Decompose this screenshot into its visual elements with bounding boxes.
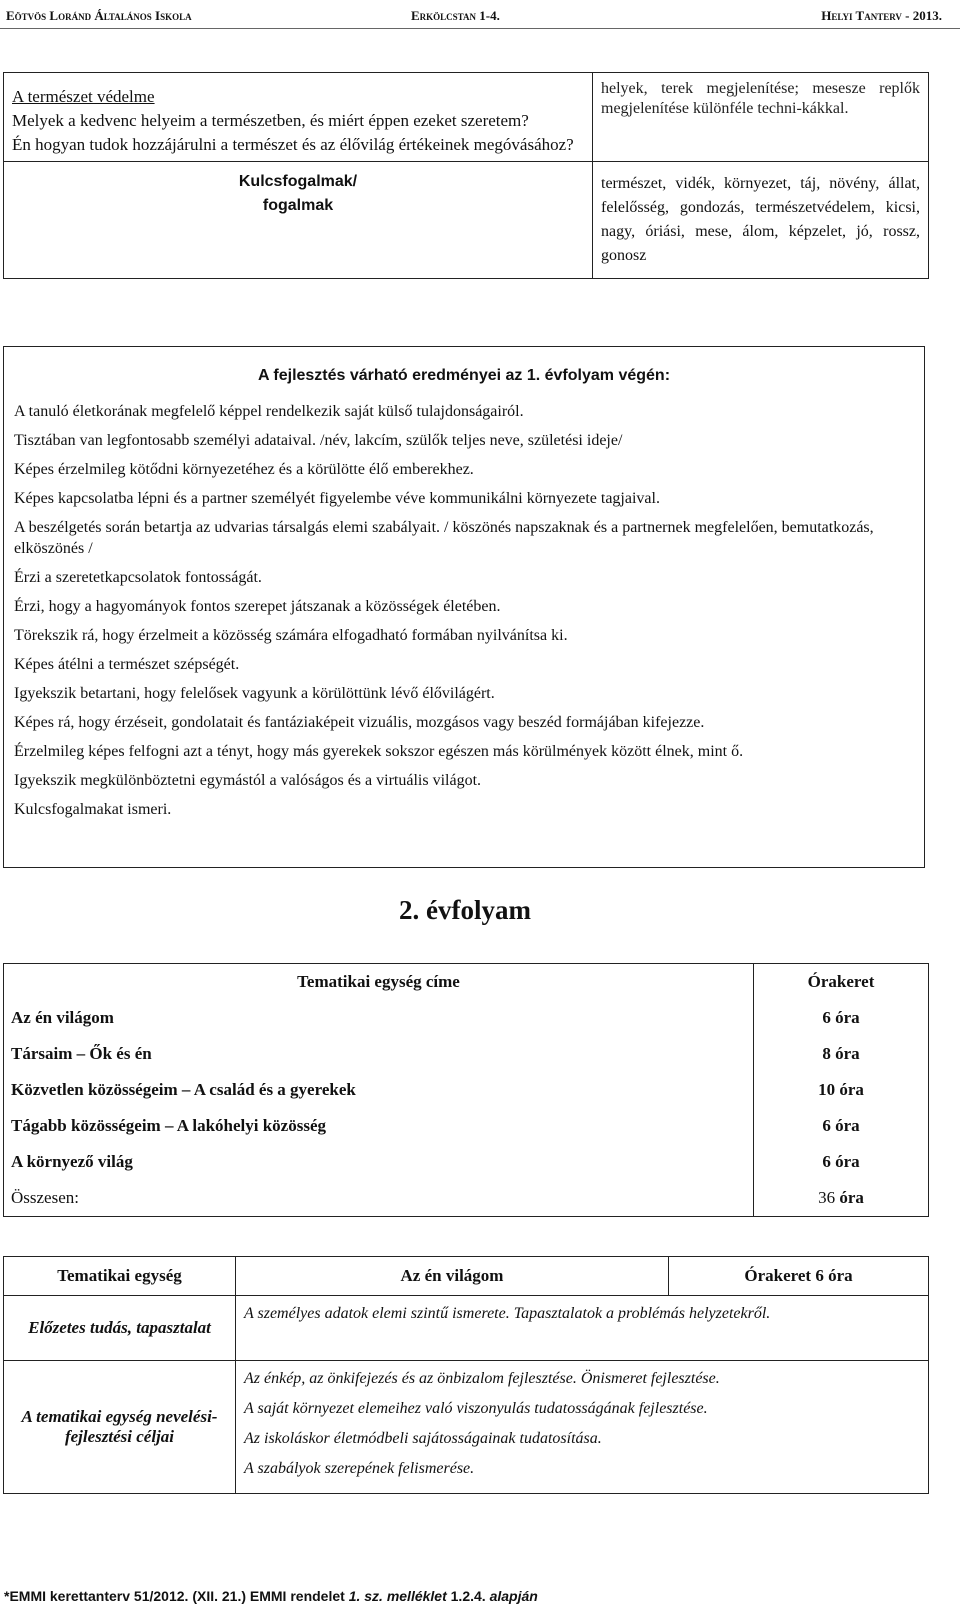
curriculum-name: Helyi Tanterv - 2013. xyxy=(821,8,942,23)
topics-head-title: Tematikai egység címe xyxy=(297,972,460,991)
result-line: A tanuló életkorának megfelelő képpel rendelkezik saját külső tulajdonságairól. xyxy=(14,403,524,420)
topic-hours: 6 óra xyxy=(754,1108,929,1144)
school-name: Eötvös Loránd Általános Iskola xyxy=(6,8,192,23)
key-concepts-label-line: fogalmak xyxy=(262,197,334,214)
goals-label: A tematikai egység nevelési-fejlesztési céljai xyxy=(4,1361,236,1494)
topic-hours: 6 óra xyxy=(754,1000,929,1036)
topics-head-hours: Órakeret xyxy=(754,964,929,1001)
prior-knowledge-label: Előzetes tudás, tapasztalat xyxy=(4,1296,236,1361)
unit-head-title: Az én világom xyxy=(236,1257,669,1296)
goal-line: A saját környezet elemeihez való viszonyulás tudatosságának fejlesztése. xyxy=(244,1400,708,1417)
subject-name: Erkölcstan 1-4. xyxy=(411,8,500,23)
key-concepts-label xyxy=(4,162,593,279)
footer-text: 1.2.4. xyxy=(446,1588,490,1604)
result-line: Érzelmileg képes felfogni azt a tényt, hogy más gyerekek sokszor egészen más körülmények között élnek, mint ő. xyxy=(14,743,744,760)
total-label: Összesen: xyxy=(11,1188,79,1207)
key-concepts-label-line: Kulcsfogalmak/ xyxy=(238,173,358,190)
result-line: Kulcsfogalmakat ismeri. xyxy=(14,801,172,818)
key-concepts-text: természet, vidék, környezet, táj, növény, állat, felelősség, gondozás, természetvédelem, kicsi, nagy, óriási, mese, álom, képzelet, jó, rossz, gonosz xyxy=(593,162,929,279)
unit-head-hours: Órakeret 6 óra xyxy=(669,1257,929,1296)
topic-name: A környező világ xyxy=(11,1152,133,1171)
theme-questions-cell xyxy=(4,73,593,162)
result-line: Képes átélni a természet szépségét. xyxy=(14,656,240,673)
topic-hours: 8 óra xyxy=(754,1036,929,1072)
topic-hours: 10 óra xyxy=(754,1072,929,1108)
result-line: Képes érzelmileg kötődni környezetéhez és a körülötte élő emberekhez. xyxy=(14,461,474,478)
result-line: Igyekszik megkülönböztetni egymástól a valóságos és a virtuális világot. xyxy=(14,772,482,789)
topics-table xyxy=(3,963,929,1217)
goal-line: Az énkép, az önkifejezés és az önbizalom fejlesztése. Önismeret fejlesztése. xyxy=(244,1370,720,1387)
unit-table xyxy=(3,1256,929,1494)
page-header xyxy=(6,4,954,26)
header-divider xyxy=(0,28,960,29)
theme-title: A természet védelme xyxy=(12,87,155,106)
total-hours-number: 36 xyxy=(818,1188,836,1207)
expected-results-title: A fejlesztés várható eredményei az 1. évfolyam végén: xyxy=(257,367,671,384)
topic-name: Társaim – Ők és én xyxy=(11,1044,152,1063)
footer-text-italic: 1. sz. melléklet xyxy=(348,1588,447,1604)
result-line: Érzi a szeretetkapcsolatok fontosságát. xyxy=(14,569,262,586)
page-footer xyxy=(4,1588,538,1604)
theme-table xyxy=(3,72,929,279)
result-line: Érzi, hogy a hagyományok fontos szerepet játszanak a közösségek életében. xyxy=(14,598,501,615)
topic-hours: 6 óra xyxy=(754,1144,929,1180)
footer-text-italic: alapján xyxy=(489,1588,538,1604)
result-line: Képes kapcsolatba lépni és a partner személyét figyelembe véve kommunikálni környezete tagjaival. xyxy=(14,490,660,507)
unit-head-label: Tematikai egység xyxy=(4,1257,236,1296)
prior-knowledge-text: A személyes adatok elemi szintű ismerete. Tapasztalatok a problémás helyzetekről. xyxy=(236,1296,929,1361)
theme-question: Melyek a kedvenc helyeim a természetben, és miért éppen ezeket szeretem? xyxy=(12,111,529,130)
result-line: Tisztában van legfontosabb személyi adataival. /név, lakcím, szülők teljes neve, születési ideje/ xyxy=(14,432,623,449)
topic-name: Közvetlen közösségeim – A család és a gyerekek xyxy=(11,1080,356,1099)
result-line: A beszélgetés során betartja az udvarias társalgás elemi szabályait. / köszönés napszaknak és a partnernek megfelelően, bemutatkozás, elköszönés / xyxy=(14,519,874,557)
grade-title: 2. évfolyam xyxy=(399,895,531,925)
topic-name: Az én világom xyxy=(11,1008,114,1027)
total-hours xyxy=(754,1180,929,1217)
footer-text: *EMMI kerettanterv 51/2012. (XII. 21.) EMMI rendelet xyxy=(4,1588,349,1604)
goal-line: Az iskoláskor életmódbeli sajátosságainak tudatosítása. xyxy=(244,1430,602,1447)
result-line: Törekszik rá, hogy érzelmeit a közösség számára elfogadható formában nyilvánítsa ki. xyxy=(14,627,568,644)
total-hours-unit: óra xyxy=(839,1188,864,1207)
goal-line: A szabályok szerepének felismerése. xyxy=(244,1460,475,1477)
goals-cell xyxy=(236,1361,929,1494)
result-line: Igyekszik betartani, hogy felelősek vagyunk a körülöttünk lévő élővilágért. xyxy=(14,685,495,702)
topic-name: Tágabb közösségeim – A lakóhelyi közösség xyxy=(11,1116,327,1135)
expected-results-box xyxy=(3,346,925,868)
result-line: Képes rá, hogy érzéseit, gondolatait és fantáziaképeit vizuális, mozgásos vagy beszéd formájában kifejezze. xyxy=(14,714,705,731)
theme-question: Én hogyan tudok hozzájárulni a természet és az élővilág értékeinek megóvásához? xyxy=(12,135,574,154)
activity-cell: helyek, terek megjelenítése; mesesze replők megjelenítése különféle techni-kákkal. xyxy=(593,73,929,162)
